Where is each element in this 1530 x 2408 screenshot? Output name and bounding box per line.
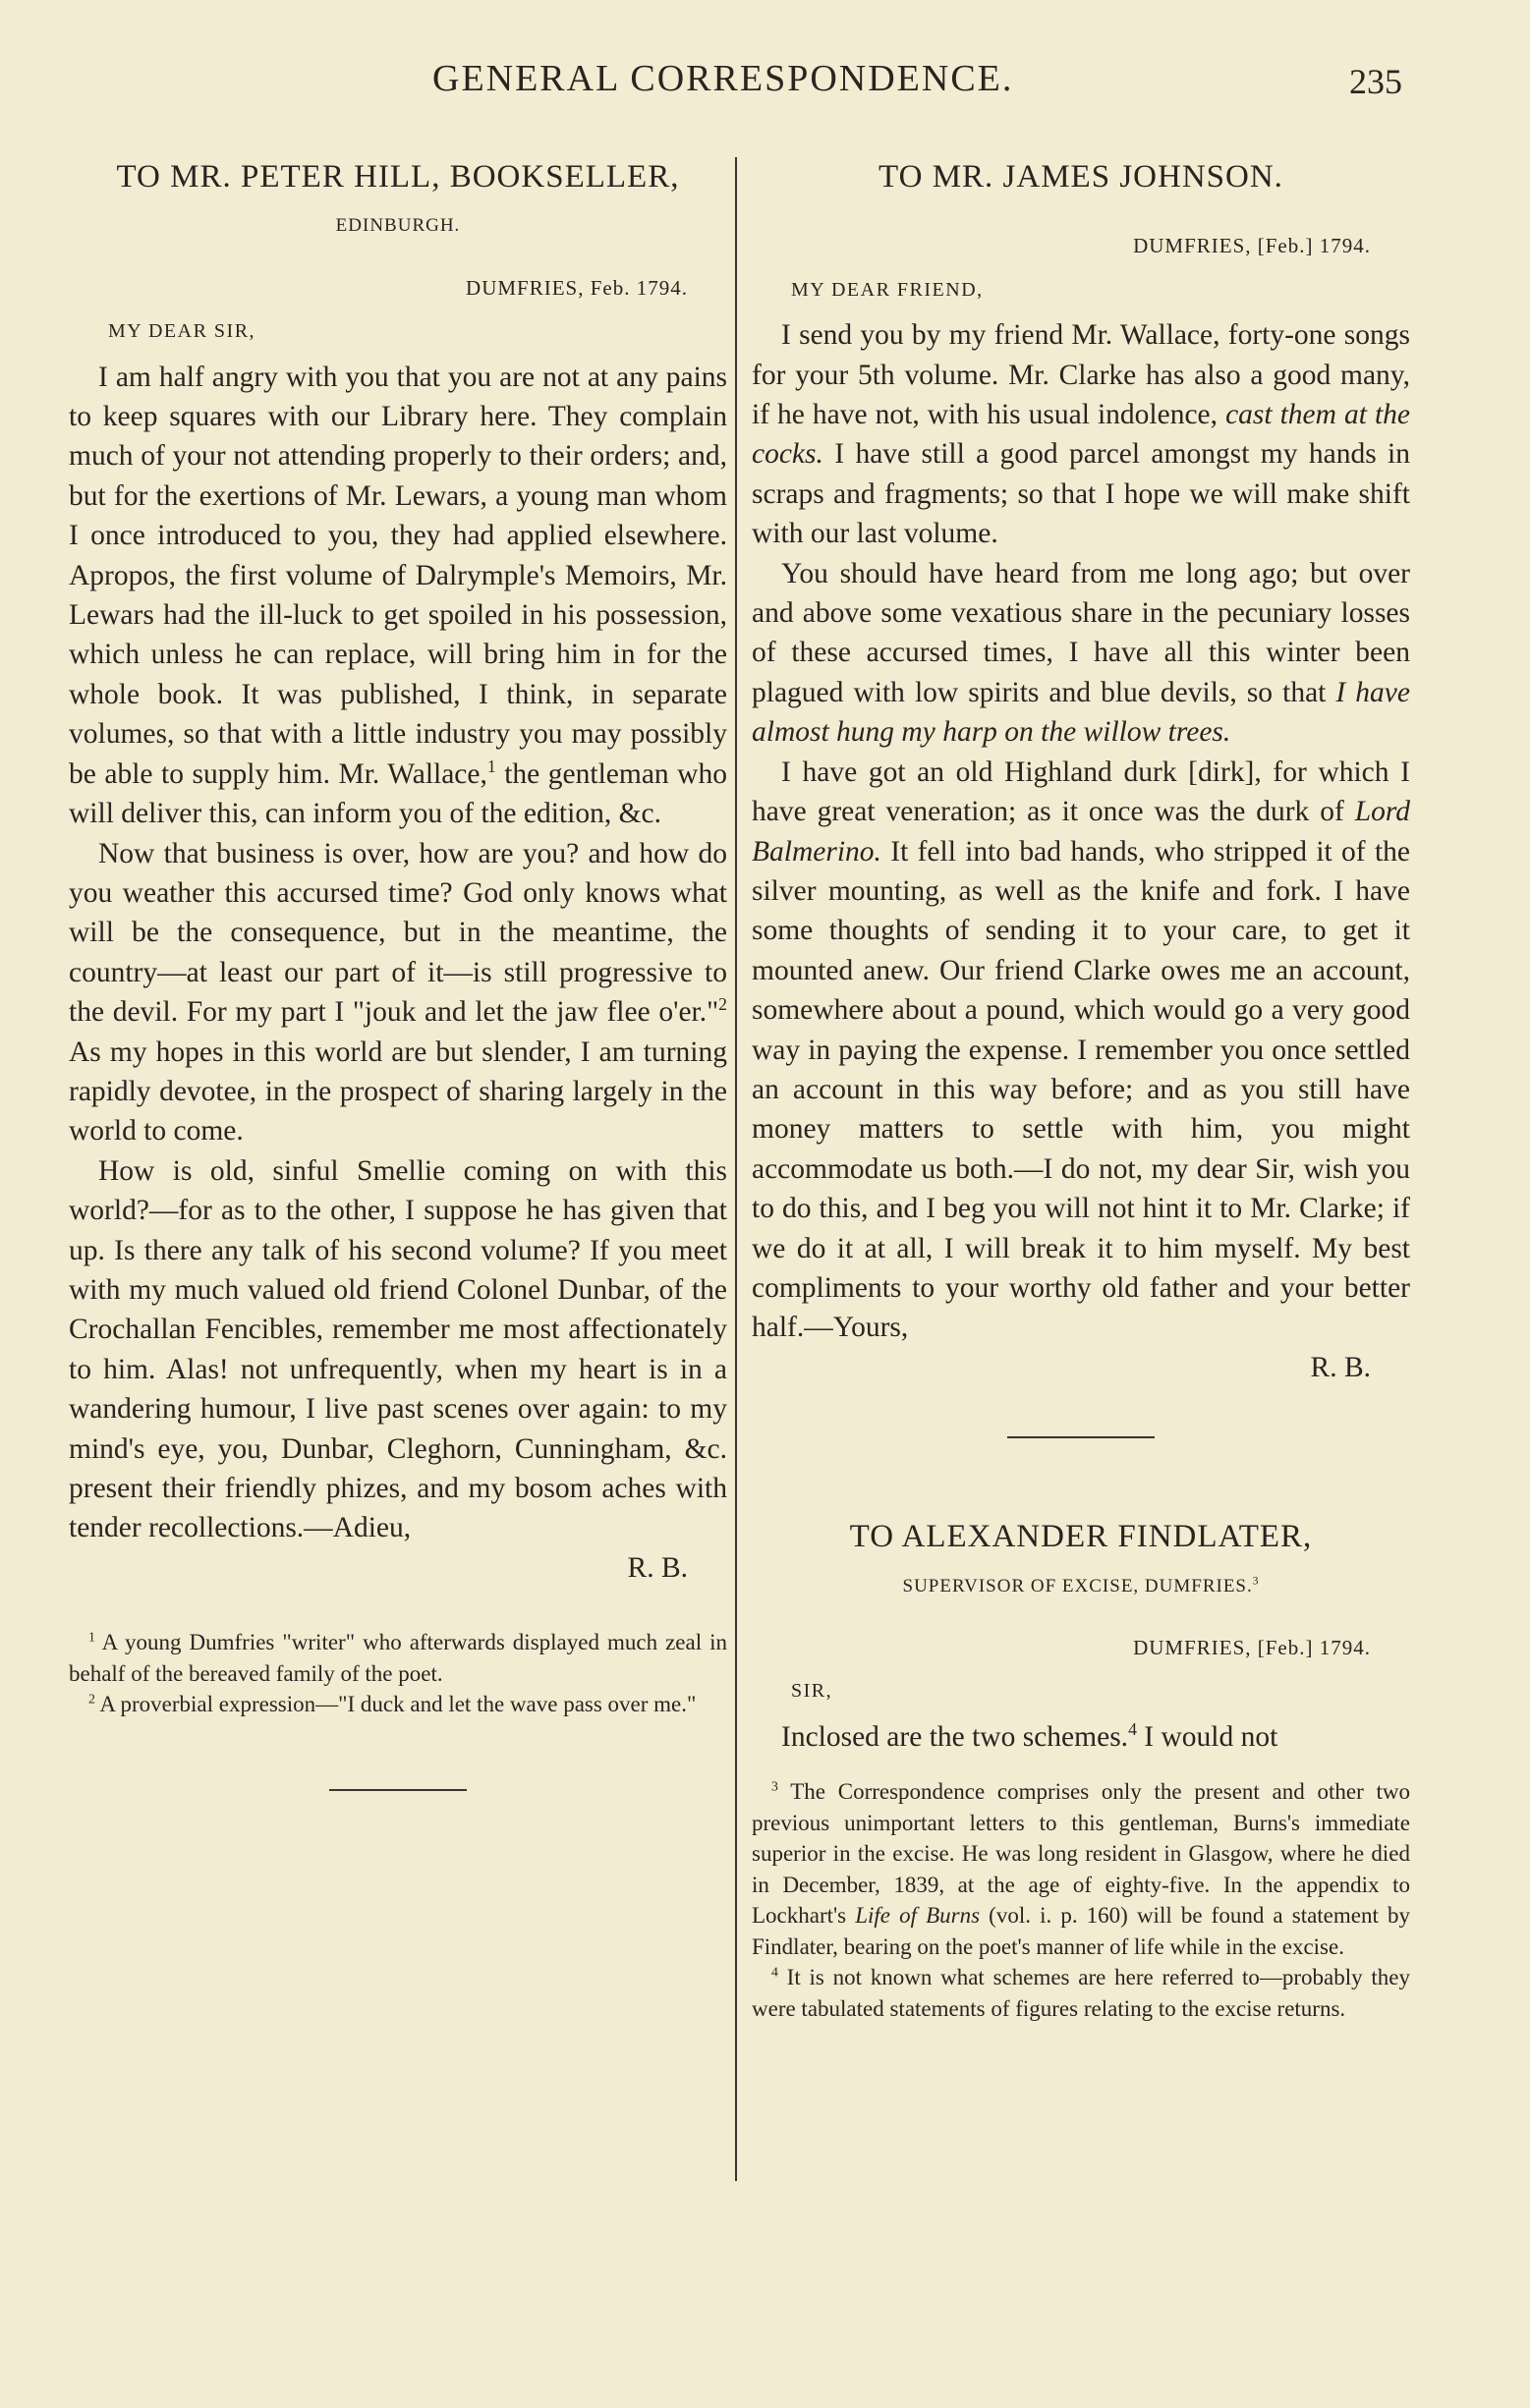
letter-heading-findlater: TO ALEXANDER FINDLATER, (849, 1519, 1313, 1555)
footnote-ref: 2 (718, 994, 727, 1015)
footnote (69, 1627, 727, 1689)
footnote-mark: 1 (88, 1629, 95, 1645)
text: I would not (1136, 1720, 1278, 1753)
text: Now that business is over, how are you? and how do you weather this accursed time? God only knows what will be the consequence, but in the meantime, the country—at least our part of it—is still progressive to the devil. For my part I "jouk and let the jaw flee o'er." (69, 837, 727, 1029)
dateline-johnson: DUMFRIES, [Feb.] 1794. (1133, 234, 1371, 258)
section-rule (1007, 1436, 1155, 1438)
footnote-ref: 3 (1252, 1575, 1260, 1588)
footnotes-left (69, 1627, 727, 1720)
footnote-rule (329, 1789, 467, 1791)
letter-heading-hill: TO MR. PETER HILL, BOOKSELLER, (116, 159, 680, 195)
paragraph (752, 753, 1410, 1348)
left-column (69, 157, 727, 1791)
text: the gentleman who will deliver this, can inform you of the edition, &c. (69, 757, 727, 830)
text: The Correspondence comprises only the present and other two previous unimportant letters to this gentleman, Burns's immediate superior in the excise. He was long resident in Glasgow, where he died in December, 1839, at the age of eighty-five. In the appendix to Lockhart's (752, 1779, 1410, 1929)
text: I am half angry with you that you are not at any pains to keep squares with our Library here. They complain much of your not attending properly to their orders; and, but for the exertions of Mr. Lewars, a young man whom I once introduced to you, they had applied elsewhere. Apropos, the first volume of Dalrymple's Memoirs, Mr. Lewars had the ill-luck to get spoiled in his possession, which unless he can replace, will bring him in for the whole book. It was published, I think, in separate volumes, so that with a little industry you may possibly be able to supply him. Mr. Wallace, (69, 361, 727, 790)
text: I send you by my friend Mr. Wallace, forty-one songs for your 5th volume. Mr. Clarke has also a good many, if he have not, with his usual indolence, (752, 319, 1410, 431)
paragraph (69, 358, 727, 834)
text: It fell into bad hands, who stripped it of the silver mounting, as well as the knife and fork. I have some thoughts of sending it to your care, to get it mounted anew. Our friend Clarke owes me an account, somewhere about a pound, which would go a very good way in paying the expense. I remember you once settled an account in this way before; and as you still have money matters to settle with him, you might accommodate us both.—I do not, my dear Sir, wish you to do this, and I beg you will not hint it to Mr. Clarke; if we do it at all, I will break it to him myself. My best compliments to your worthy old father and your better half.—Yours, (752, 835, 1410, 1344)
footnote-mark: 4 (771, 1964, 778, 1980)
footnote (69, 1689, 727, 1720)
text: SUPERVISOR OF EXCISE, DUMFRIES. (902, 1575, 1253, 1596)
text: It is not known what schemes are here referred to—probably they were tabulated statements of figures relating to the excise returns. (752, 1965, 1410, 2021)
signature-hill: R. B. (627, 1551, 688, 1584)
text: I have still a good parcel amongst my hands in scraps and fragments; so that I hope we will make shift with our last volume. (752, 438, 1410, 550)
paragraph: How is old, sinful Smellie coming on with this world?—for as to the other, I suppose he has given that up. Is there any talk of his second volume? If you meet with my much valued old friend Colonel Dunbar, of the Crochallan Fencibles, remember me most affectionately to him. Alas! not unfrequently, when my heart is in a wandering humour, I live past scenes over again: to my mind's eye, you, Dunbar, Cleghorn, Cunningham, &c. present their friendly phizes, and my bosom aches with tender recollections.—Adieu, (69, 1154, 727, 1544)
paragraph (752, 554, 1410, 753)
signature-johnson: R. B. (1310, 1351, 1371, 1383)
running-head: GENERAL CORRESPONDENCE. (432, 58, 1014, 99)
salutation-hill: MY DEAR SIR, (108, 320, 256, 343)
italic-text: I have almost hung my harp on the willow trees. (752, 676, 1410, 749)
footnote-ref: 1 (486, 756, 496, 776)
paragraph (752, 315, 1410, 553)
text: (vol. i. p. 160) will be found a statement by Findlater, bearing on the poet's manner of life while in the excise. (752, 1903, 1410, 1959)
italic-text: cast them at the cocks. (752, 399, 1411, 471)
salutation-johnson: MY DEAR FRIEND, (791, 278, 984, 301)
footnote (752, 1962, 1410, 2024)
paragraph (752, 1717, 1410, 1757)
footnote (752, 1776, 1410, 1962)
text: A proverbial expression—"I duck and let the wave pass over me." (94, 1692, 697, 1717)
footnote-ref: 4 (1128, 1718, 1137, 1739)
paragraph (69, 834, 727, 1151)
italic-text: Life of Burns (855, 1903, 981, 1929)
text: A young Dumfries "writer" who afterwards displayed much zeal in behalf of the bereaved family of the poet. (69, 1630, 727, 1686)
column-divider (735, 157, 737, 2181)
text: As my hopes in this world are but slender, I am turning rapidly devotee, in the prospect of sharing largely in the world to come. (69, 1036, 727, 1148)
letter-subheading-findlater (752, 1567, 1410, 1606)
letter-subheading-hill: EDINBURGH. (335, 215, 461, 237)
salutation-findlater: SIR, (791, 1680, 833, 1703)
dateline-hill: DUMFRIES, Feb. 1794. (466, 275, 688, 300)
footnote-mark: 3 (771, 1778, 778, 1794)
text: You should have heard from me long ago; but over and above some vexatious share in the pecuniary losses of these accursed times, I have all this winter been plagued with low spirits and blue devils, so that (752, 557, 1410, 708)
page-number: 235 (1349, 62, 1402, 101)
letter-heading-johnson: TO MR. JAMES JOHNSON. (878, 159, 1283, 195)
footnote-mark: 2 (88, 1691, 95, 1707)
text: Inclosed are the two schemes. (781, 1720, 1129, 1753)
italic-text: Lord Balmerino. (752, 796, 1410, 868)
text: I have got an old Highland durk [dirk], for which I have great veneration; as it once was the durk of (752, 756, 1410, 828)
right-column (752, 157, 1410, 2024)
dateline-findlater: DUMFRIES, [Feb.] 1794. (1133, 1636, 1371, 1659)
footnotes-right (752, 1776, 1410, 2024)
